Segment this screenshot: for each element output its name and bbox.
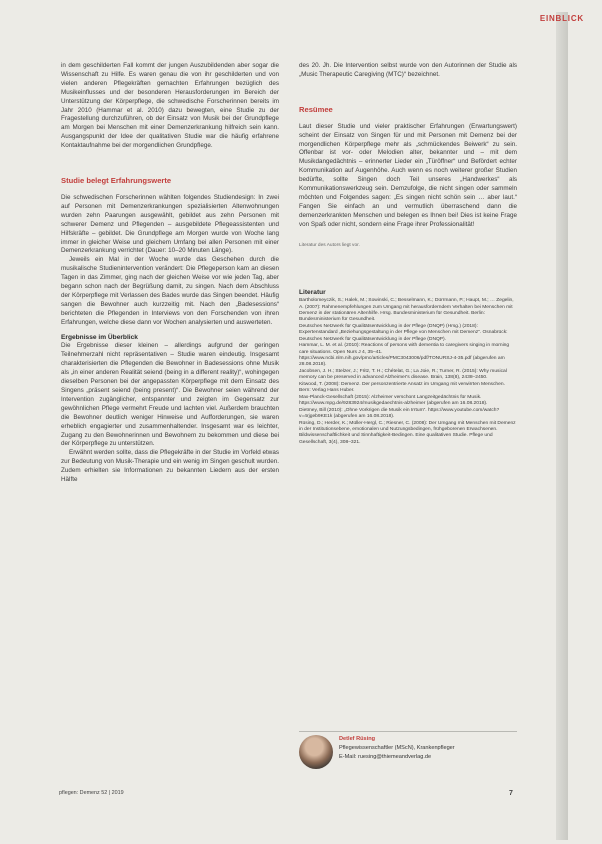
- author-role: Pflegewissenschaftler (MScN), Krankenpfleger: [339, 745, 455, 751]
- author-email[interactable]: E-Mail: ruesing@thiemeandverlag.de: [339, 754, 432, 760]
- right-column: [299, 62, 517, 446]
- left-intro-paragraph: in dem geschilderten Fall kommt der jungen Auszubildenden aber sogar die Wissenschaft zu Hilfe. Es waren genau die von ihr geschilderten und von vielen anderen Pflegekräften gemachten Erfahrungen bezüglich des Musikeinflusses und der besonderen Herausforderungen im Bereich der Unterstützung der Körperpflege, die schwedische Forscherinnen bereits im Jahr 2010 (Hammar et al. 2010) dazu bewegten, eine Studie zu der Fragestellung durchzuführen, ob der Einsatz von Musik bei der Grundpflege am Morgen bei Menschen mit einer Demenzerkrankung hilfreich sein kann. Ausgangspunkt der Idee der qualitativen Studie war die häufig erfahrene Kontaktaufnahme bei der morgendlichen Grundpflege.: [61, 62, 279, 150]
- reference-item: Hammar, L. M. et al. (2010): Reactions of persons with dementia to caregivers singing in morning care situations. Open Nurs J 4, 35–41. https://www.ncbi.nlm.nih.gov/pmc/articles/PMC3043006/pdf/TONURSJ-4-35.pdf (abgerufen am 28.08.2018).: [299, 343, 510, 368]
- reference-item: Deutsches Netzwerk für Qualitätsentwicklung in der Pflege (DNQP) (Hrsg.) (2018): Expertenstandard „Beziehungsgestaltung in der Pflege von Menschen mit Demenz“. Osnabrück: Deutsches Netzwerk für Qualitätsentwicklung in der Pflege (DNQP).: [299, 323, 508, 342]
- page-number: 7: [509, 790, 513, 797]
- reference-item: Dietmey, Bill (2010): „Ohne Vorkrigen die Musik ein Irrtum“. https://www.youtube.com/watch?v=4rjgeb9KE1k (abgerufen am 16.08.2018).: [299, 407, 500, 420]
- page-edge-band: [556, 12, 568, 840]
- heading-ergebnisse: Ergebnisse im Überblick: [61, 333, 138, 341]
- right-intro-paragraph: des 20. Jh. Die Intervention selbst wurde von den Autorinnen der Studie als „Music Therapeutic Caregiving (MTC)“ bezeichnet.: [299, 62, 517, 78]
- heading-studie: Studie belegt Erfahrungswerte: [61, 176, 172, 186]
- heading-resuemee: Resümee: [299, 104, 333, 114]
- literature-note: Literatur des Autors liegt vor.: [299, 242, 360, 248]
- left-column: [61, 62, 279, 485]
- study-design-paragraph: Die schwedischen Forscherinnen wählten folgendes Studiendesign: In zwei auf Personen mit Demenzerkrankungen spezialisierten Altenwohnungen wurden zehn Paarungen ausgewählt, gebildet aus zehn Personen mit schwerer Demenz und Pflegenden – ausgebildete Pflegeassistenten und Hilfskräfte – gebildet. Die Grundpflege am Morgen wurde von Woche lang immer in gleicher Weise und gleichem Umfang bei allen Personen mit einer Demenzerkrankung verrichtet (Dauer: 10–20 Minuten Länge).: [61, 193, 279, 255]
- reference-item: Kitwood, T. (2008): Demenz. Der personzentrierte Ansatz im Umgang mit verwirrten Menschen. Bern: Verlag Hans Huber.: [299, 381, 505, 394]
- reference-item: Rüsing, D.; Herder, K.; Müller-Hergl, C.; Riesner, C. (2008): Der Umgang mit Menschen mit Demenz in der Institutionsebene, emotionalen und Nutzungsbedingen, frühgeborenen Erwachsenen. Bildwissenschaftlichkeit und Sinnhaftigkeit-Bedingen. Eine qualitativen Studie. Pflege und Gesellschaft, 3(4), 308–321.: [299, 420, 516, 445]
- author-info: [339, 735, 455, 762]
- author-divider: [299, 731, 517, 732]
- reference-item: Max-Planck-Gesellschaft (2015): Alzheimer verschont Langzeitgedächtnis für Musik. https://www.mpg.de/9283924/musikgedaechtnis-alzheimer (abgerufen am 16.08.2018).: [299, 394, 488, 407]
- conclusion-paragraph: Laut dieser Studie und vieler praktischer Erfahrungen (Erwartungswert) scheint der Einsatz von Singen für und mit Personen mit Demenz bei der morgendlichen Körperpflege mehr als „schmückendes Beiwerk“ zu sein. Offenbar ist vor- oder Melodien alter, bekannter und – mit dem Musikdangedächtnis – erinnerter Lieder ein „Türöffner“ und Befördert echter Kommunikation auf Augenhöhe. Auch wenn es noch weiterer großer Studien bedürfte, sollte Singen doch Teil unseres „Handwerkes“ als Kommunikationswerkzeug sein. Demzufolge, die nicht singen oder sammeln möchten und Folgendes sagen: „Es singen nicht schön sein … aber laut.“ Fangen Sie einfach an und vermutlich überraschend dann die demenzerkrankten Menschen und belegen es Ihnen bei! Dies ist keine Frage von Spaß oder nicht, sondern eine Frage ihrer Professionalität!: [299, 122, 517, 228]
- literature-title: Literatur: [299, 288, 326, 296]
- intervention-paragraph: Jeweils ein Mal in der Woche wurde das Geschehen durch die musikalische Studienintervention verändert: Die Pflegeperson kam an diesen Tagen in das Zimmer, ging nach der gleichen Weise vor wie jeden Tag, aber begann schon nach der Begrüßung damit, zu singen. Nach dem Abschluss der Körperpflege mit Verlassen des Bades wurde das Singen beendet. Häufig sangen die Bewohner auch kurzzeitig mit. Nach den „Badesessions“ berichteten die Pflegenden in Interviews von den Forschenden von ihren Erfahrungen, welche diese dann vor Wochen analysierten und auswerteten.: [61, 256, 279, 326]
- reference-item: Jacobsen, J. H.; Stelzer, J.; Fritz, T. H.; Chételat, G.; La Joie, R.; Turner, R. (2015): Why musical memory can be preserved in advanced Alzheimer's disease. Brain, 138(8), 2438–2450.: [299, 368, 507, 381]
- reference-item: Bartholomeyczik, S.; Halek, M.; Sowinski, C.; Besselmann, K.; Dürrmann, P.; Haupt, M.; … Zegelin, A. (2007): Rahmenempfehlungen zum Umgang mit herausforderndem Verhalten bei Menschen mit Demenz in der stationären Altenhilfe. Hrsg. Bundesministerium für Gesundheit. Berlin: Bundesministerium für Gesundheit.: [299, 298, 514, 323]
- author-box: [299, 731, 527, 763]
- author-name: Detlef Rüsing: [339, 736, 376, 742]
- section-tag: EINBLICK: [539, 14, 584, 23]
- results-paragraph: Die Ergebnisse dieser kleinen – allerdings aufgrund der geringen Teilnehmerzahl nicht repräsentativen – Studie waren eindeutig. Insgesamt charakterisierten die Pflegenden die Bewohner in Badesessions ohne Musik als „in einer anderen Realität seiend (being in a different reality)“, wohingegen dieselben Personen bei der angepassten Körperpflege mit dem Einsatz des Singens „präsent seiend (being present)“. Die Bewohner seien während der Intervention zugänglicher, entspannter und zeigten im Gegensatz zur gewöhnlichen Pflege vermehrt Freude und lachten viel. Außerdem brauchten die Bewohner deutlich weniger Hinweise und Aufforderungen, sie waren erheblich engagierter und zusammenhaltender. Insgesamt war es leichter, Zugang zu den Bewohnerinnen und Bewohnern zu bekommen und diese bei der Körperpflege zu unterstützen.: [61, 342, 279, 448]
- author-avatar: [299, 735, 333, 769]
- reference-list: [299, 298, 517, 446]
- footer-journal: pflegen: Demenz 52 | 2019: [59, 790, 124, 796]
- training-paragraph: Erwähnt werden sollte, dass die Pflegekräfte in der Studie im Vorfeld etwas zur Bedeutung von Musik-Therapie und ein wenig im Singen geschult wurden. Zudem erhielten sie Informationen zu bekannten Liedern aus der ersten Hälfte: [61, 449, 279, 484]
